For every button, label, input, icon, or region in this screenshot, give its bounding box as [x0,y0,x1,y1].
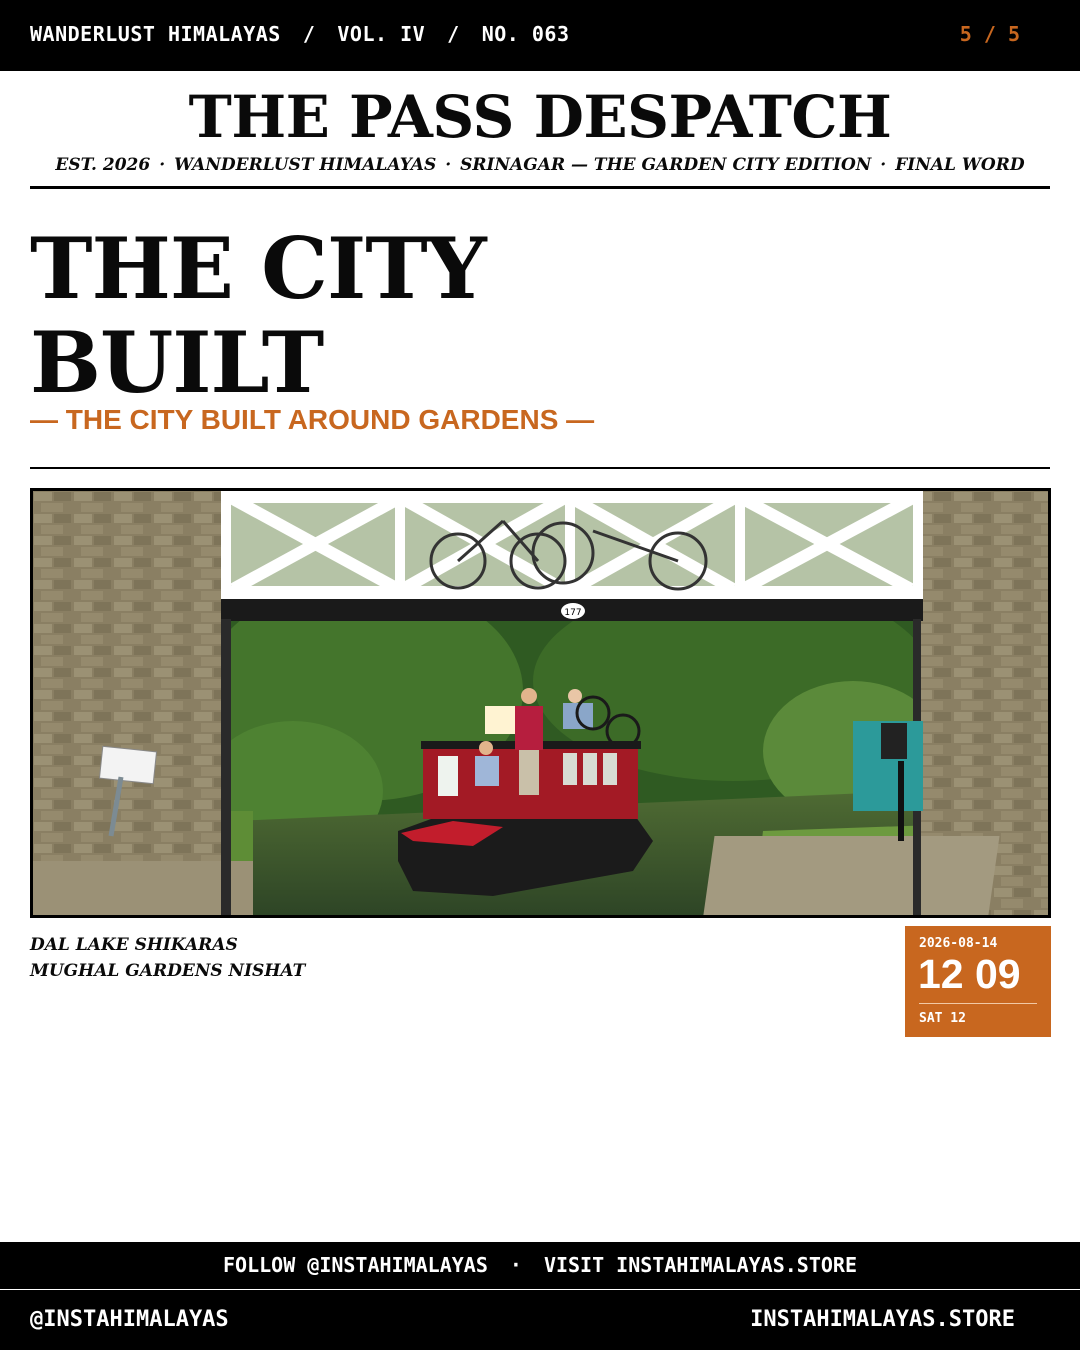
article-dek: — THE CITY BUILT AROUND GARDENS — [30,404,595,435]
top-bar [0,0,1080,71]
visit-link[interactable]: VISIT INSTAHIMALAYAS.STORE [543,1253,858,1277]
date-stamp-weekday: SAT 12 [919,1011,966,1026]
date-stamp [905,926,1051,1037]
article-photo [30,488,1051,918]
tagline-edition: SRINAGAR — THE GARDEN CITY EDITION [460,155,872,175]
tagline-established: EST. 2026 [55,155,151,175]
headline-divider [30,467,1050,469]
footer-handle[interactable]: @INSTAHIMALAYAS [30,1307,229,1332]
follow-separator: · [509,1253,522,1277]
photo-caption [30,932,305,984]
page-indicator: 5 / 5 [959,22,1020,46]
follow-bar [0,1242,1080,1289]
issue-separator: / [447,22,460,46]
issue-line [30,22,570,46]
volume-label: VOL. IV [337,22,426,46]
tagline-separator: · [159,155,166,175]
bridge-number-plate: 177 [564,608,582,618]
masthead-divider [30,186,1050,189]
tagline-final: FINAL WORD [895,155,1025,175]
footer-site[interactable]: INSTAHIMALAYAS.STORE [750,1307,1015,1332]
caption-line-2: MUGHAL GARDENS NISHAT [30,961,306,981]
footer-bar [0,1290,1080,1350]
caption-line-1: DAL LAKE SHIKARAS [30,935,238,955]
headline-line-1: THE CITY [30,219,486,318]
brand-name: WANDERLUST HIMALAYAS [30,22,281,46]
headline-line-2: BUILT [30,313,324,412]
tagline-separator: · [445,155,452,175]
masthead-title: THE PASS DESPATCH [188,83,892,151]
tagline-brand: WANDERLUST HIMALAYAS [174,155,437,175]
canal-boat-illustration [33,491,1048,915]
date-stamp-date: 2026-08-14 [919,936,998,951]
issue-separator: / [302,22,316,46]
date-stamp-time: 12 09 [918,951,1021,997]
date-stamp-divider [919,1003,1037,1004]
follow-link[interactable]: FOLLOW @INSTAHIMALAYAS [222,1253,488,1277]
issue-number: NO. 063 [481,22,570,46]
tagline-separator: · [880,155,887,175]
article-headline [30,219,486,412]
masthead-tagline [30,155,1050,175]
